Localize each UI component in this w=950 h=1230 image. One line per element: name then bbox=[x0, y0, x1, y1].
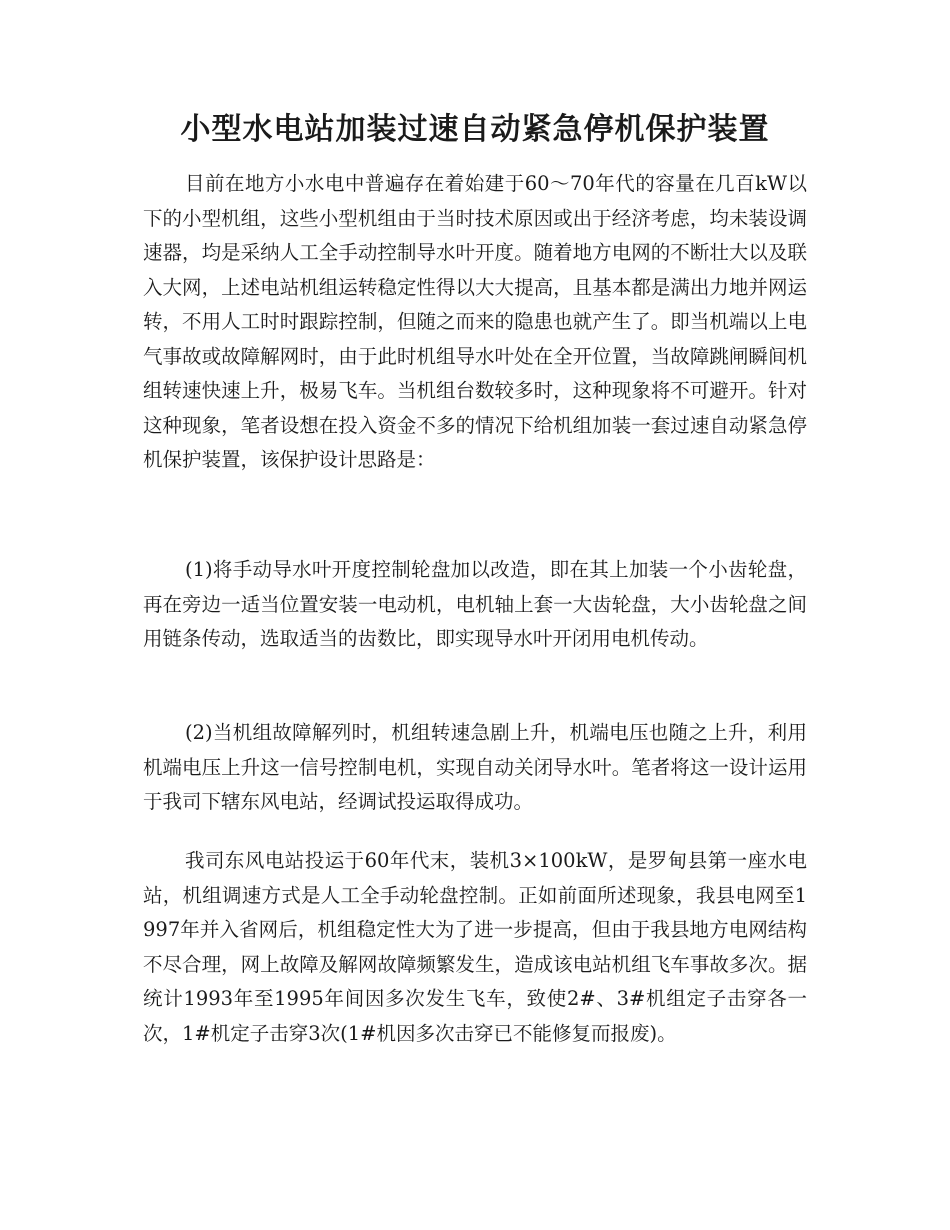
paragraph-step-2: (2)当机组故障解列时，机组转速急剧上升，机端电压也随之上升，利用机端电压上升这一信号控制电机，实现自动关闭导水叶。笔者将这一设计运用于我司下辖东风电站，经调试投运取得成功。 bbox=[143, 721, 807, 813]
paragraph-case-history: 我司东风电站投运于60年代末，装机3×100kW，是罗甸县第一座水电站，机组调速方式是人工全手动轮盘控制。正如前面所述现象，我县电网至1997年并入省网后，机组稳定性大为了进一步提高，但由于我县地方电网结构不尽合理，网上故障及解网故障频繁发生，造成该电站机组飞车事故多次。据统计1993年至1995年间因多次发生飞车，致使2#、3#机组定子击穿各一次，1#机定子击穿3次(1#机因多次击穿已不能修复而报废)。 bbox=[143, 849, 807, 1045]
document-title: 小型水电站加装过速自动紧急停机保护装置 bbox=[180, 112, 770, 147]
paragraph-intro: 目前在地方小水电中普遍存在着始建于60～70年代的容量在几百kW以下的小型机组，这些小型机组由于当时技术原因或出于经济考虑，均未装设调速器，均是采纳人工全手动控制导水叶开度。随着地方电网的不断壮大以及联入大网，上述电站机组运转稳定性得以大大提高，且基本都是满出力地并网运转，不用人工时时跟踪控制，但随之而来的隐患也就产生了。即当机端以上电气事故或故障解网时，由于此时机组导水叶处在全开位置，当故障跳闸瞬间机组转速快速上升，极易飞车。当机组台数较多时，这种现象将不可避开。针对这种现象，笔者设想在投入资金不多的情况下给机组加装一套过速自动紧急停机保护装置，该保护设计思路是： bbox=[143, 172, 807, 471]
paragraph-step-1: (1)将手动导水叶开度控制轮盘加以改造，即在其上加装一个小齿轮盘，再在旁边一适当位置安装一电动机，电机轴上套一大齿轮盘，大小齿轮盘之间用链条传动，选取适当的齿数比，即实现导水叶开闭用电机传动。 bbox=[143, 558, 807, 650]
